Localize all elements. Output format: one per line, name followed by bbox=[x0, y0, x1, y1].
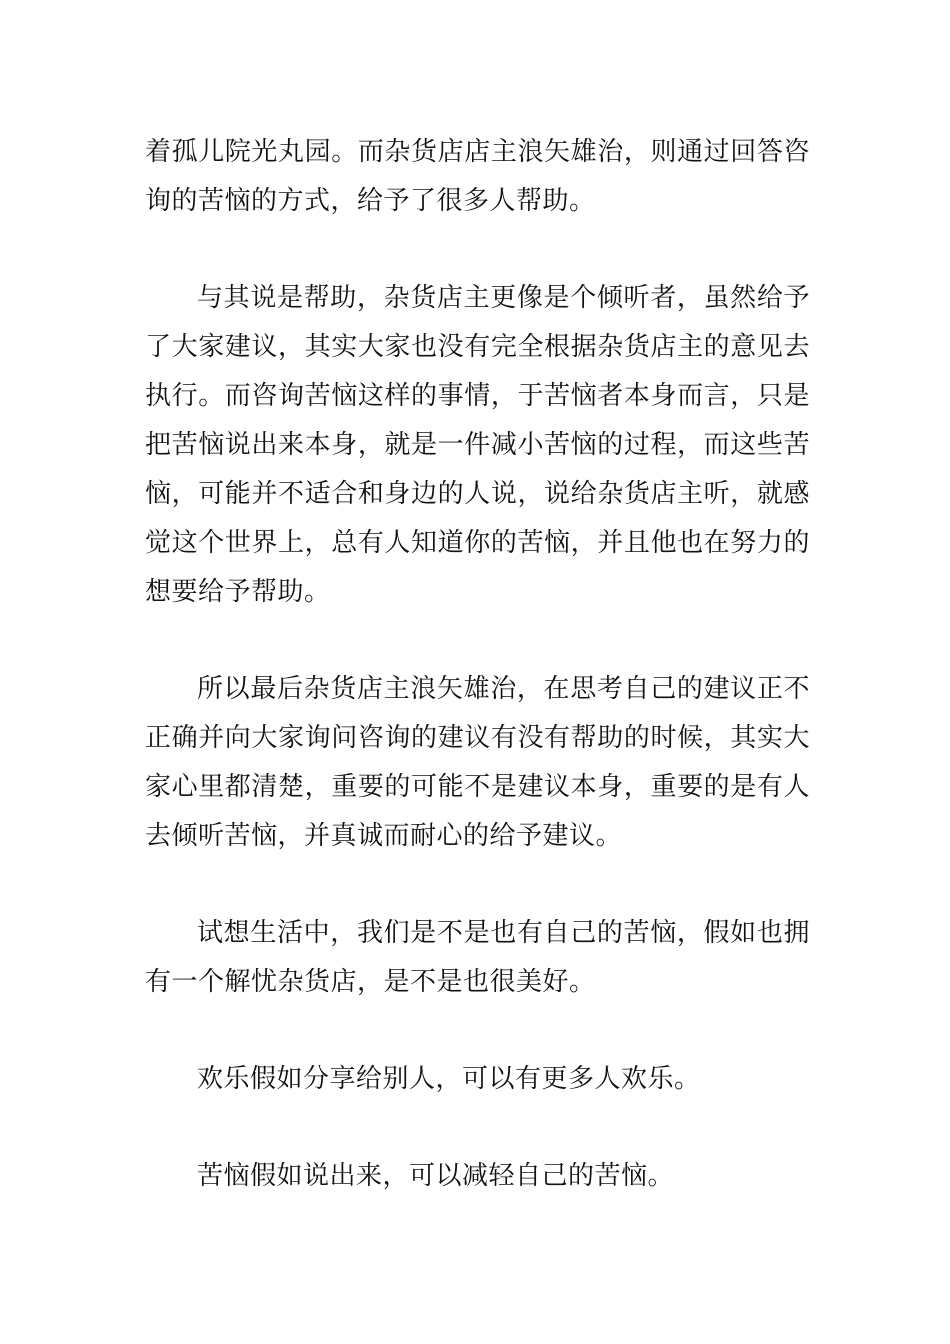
document-body bbox=[145, 128, 810, 1201]
paragraph-3: 所以最后杂货店主浪矢雄治，在思考自己的建议正不正确并向大家询问咨询的建议有没有帮助的时候，其实大家心里都清楚，重要的可能不是建议本身，重要的是有人去倾听苦恼，并真诚而耐心的给予建议。 bbox=[145, 674, 810, 851]
paragraph-6: 苦恼假如说出来，可以减轻自己的苦恼。 bbox=[197, 1161, 675, 1191]
paragraph-5: 欢乐假如分享给别人，可以有更多人欢乐。 bbox=[197, 1064, 701, 1094]
paragraph-2: 与其说是帮助，杂货店主更像是个倾听者，虽然给予了大家建议，其实大家也没有完全根据杂货店主的意见去执行。而咨询苦恼这样的事情，于苦恼者本身而言，只是把苦恼说出来本身，就是一件减小苦恼的过程，而这些苦恼，可能并不适合和身边的人说，说给杂货店主听，就感觉这个世界上，总有人知道你的苦恼，并且他也在努力的想要给予帮助。 bbox=[145, 283, 810, 607]
paragraph-1: 着孤儿院光丸园。而杂货店店主浪矢雄治，则通过回答咨询的苦恼的方式，给予了很多人帮助。 bbox=[145, 137, 810, 216]
paragraph-4: 试想生活中，我们是不是也有自己的苦恼，假如也拥有一个解忧杂货店，是不是也很美好。 bbox=[145, 918, 810, 997]
